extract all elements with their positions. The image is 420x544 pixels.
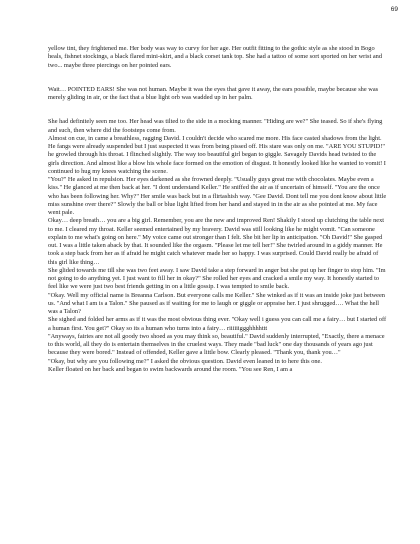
paragraph: "You?" He asked in repulsion. Her eyes darkened as she frowned deeply. "Usually guys great me with chocolates. Maybe even a kiss." He glanced at me then back at her. "I dont understand Keller." He sniffed the air as if uncertain of himself. "You are the once who has been following her. Why?" Her smile was back but in a flirtashish way. "Gee David. Dont tell me you dont know about little miss sunshine over there?" Slowly the ball or blue light lifted from her hand and stayed in in the air as she pointed at me. My face went pale.	[48, 176, 387, 216]
paragraph: She had definitely seen me too. Her head was tilted to the side in a mocking manner. "Hiding are we?" She teased. So if she's flying and such, then where did the footsteps come from.	[48, 118, 383, 134]
paragraph-gap	[48, 102, 388, 118]
paragraph: Okay… deep breath… you are a big girl. Remember, you are the new and improved Ren! Shakily I stood up clutching the table next to me. I cleared my throat. Keller seemed entertained by my bravery. David was still looking like he might vomit. "Can someone explain to me what's going on here." My voice came out stronger than I felt. She bit her lip in anticipation. "Oh David!" She gasped out. I was a little taken aback by that. It sounded like the orgasm. "Please let me tell her!" She twirled around in a giddy manner. He took a step back from her as if afraid he might catch whatever made her so happy. I was surprised. Could David really be afraid of this girl like thing…	[48, 217, 385, 266]
paragraph: Keller floated on her back and began to swim backwards around the room. "You see Ren, I am a	[48, 365, 293, 373]
body-text	[48, 45, 388, 374]
paragraph: She glided towards me till she was two feet away. I saw David take a step forward in anger but she put up her finger to stop him. "Im not going to do anything yet. I just want to fill her in okay?" She rolled her eyes and cracked a smile my way. It honestly started to feel like we were just two best friends getting in on a little gossip. I was tempted to smile back.	[48, 266, 386, 291]
paragraph: yellow tint, they frightened me. Her body was way to curvy for her age. Her outfit fitting to the gothic style as she stood in Bogo heals, fishnet stockings, a black flared mini-skirt, and a black corset tank top. She had a tattoo of some sort sported on her wrist and two... maybe three piercings on her pointed ears.	[48, 45, 383, 69]
paragraph: She sighed and folded her arms as if it was the most obvious thing ever. "Okay well i guess you can call me a fairy… but I started off a human first. You get?" Okay so its a human who turns into a fairy… riiiiiiggghhhhttt	[48, 316, 387, 332]
paragraph: "Okay. Well my official name is Breanna Carlson. But everyone calls me Keller." She winked as if it was an inside joke just between us. "And what I am is a Talon." She paused as if waiting for me to laugh or giggle or appraise her. I just shrugged…. What the hell was a Talon?	[48, 291, 385, 315]
paragraph-gap	[48, 70, 388, 86]
paragraph: Almost on cue, in came a breathless, ragging David. I couldn't decide who scared me more. His face casted shadows from the light. He fangs were already suspended but I just suspected it was from being pissed off. His stare was only on me. "ARE YOU STUPID!" he growled through his throat. I flinched slightly. The way too beautiful girl began to giggle. Savagely Davids head twisted to the girls direction. And almost like a blow his whole face formed on the emotion of disgust. It honestly looked like he wanted to vomit! I continued to hug my knees watching the scene.	[48, 134, 386, 175]
paragraph: "Anyways, fairies are not all goody two shoed as you may think so, beautiful." David suddenly interrupted, "Exactly, there a menace to this world, all they do is entertain themselves in the cruelest ways. They made "bad luck" one day thousands of years ago just because they were bored." Instead of offended, Keller gave a little bow. Clearly pleased. "Thank you, thank you…"	[48, 332, 385, 357]
paragraph: Wait… POINTED EARS! She was not human. Maybe it was the eyes that gave it away, the ears possible, maybe because she was merely gliding in air, or the fact that a blue light orb was wadded up in her palm.	[48, 85, 379, 101]
page-number: 69	[390, 6, 398, 13]
paragraph: "Okay, but why are you following me?" I asked the obvious question. David even leaned in to here this one.	[48, 357, 322, 365]
